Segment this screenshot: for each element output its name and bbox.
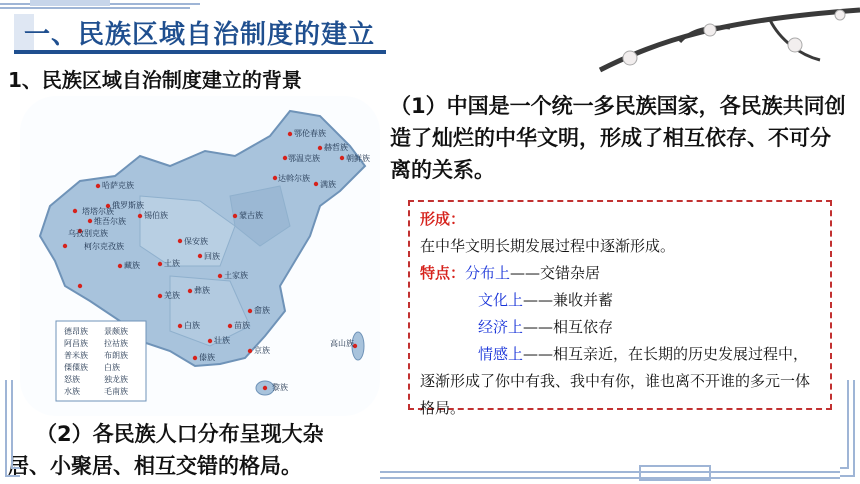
title-underline xyxy=(14,50,386,54)
feature-value: ——相互亲近，在长期的历史发展过程中，逐渐形成了你中有我、我中有你，谁也离不开谁的多元一体格局。 xyxy=(420,345,811,417)
paragraph-2-line-2: 居、小聚居、相互交错的格局。 xyxy=(8,454,302,478)
note-feature-2 xyxy=(420,287,820,314)
feature-value: ——交错杂居 xyxy=(510,264,601,282)
map-label: 保安族 xyxy=(184,237,208,246)
map-label: 朝鲜族 xyxy=(346,154,370,163)
features-label: 特点： xyxy=(420,264,466,282)
map-label: 回族 xyxy=(204,252,220,261)
map-label: 高山族 xyxy=(330,339,354,348)
paragraph-2-line-1: （2）各民族人口分布呈现大杂 xyxy=(36,422,324,446)
legend-item: 傈僳族 xyxy=(64,363,88,372)
map-label: 鄂温克族 xyxy=(288,154,320,163)
ethnic-map xyxy=(20,96,380,416)
feature-value: ——兼收并蓄 xyxy=(523,291,614,309)
map-label: 黎族 xyxy=(272,383,288,392)
map-label: 畲族 xyxy=(254,306,270,315)
map-label: 白族 xyxy=(184,321,200,330)
map-label: 柯尔克孜族 xyxy=(84,242,124,251)
left-border-decoration xyxy=(0,380,20,484)
map-label: 苗族 xyxy=(234,321,250,330)
page-title: 一、民族区域自治制度的建立 xyxy=(24,20,376,50)
legend-item: 水族 xyxy=(64,387,80,396)
feature-value: ——相互依存 xyxy=(523,318,614,336)
map-label: 京族 xyxy=(254,346,270,355)
bottom-border-decoration xyxy=(380,458,860,484)
note-box xyxy=(408,200,832,417)
map-label: 维吾尔族 xyxy=(94,217,126,226)
note-formation-label: 形成： xyxy=(420,210,466,228)
legend-item: 怒族 xyxy=(64,375,80,384)
legend-item: 独龙族 xyxy=(104,375,128,384)
map-label: 羌族 xyxy=(164,291,180,300)
legend-item: 阿昌族 xyxy=(64,339,88,348)
legend-item: 白族 xyxy=(104,363,120,372)
legend-item: 德昂族 xyxy=(64,327,88,336)
map-label: 鄂伦春族 xyxy=(294,129,326,138)
map-label: 塔塔尔族 xyxy=(82,207,114,216)
note-formation-text: 在中华文明长期发展过程中逐渐形成。 xyxy=(420,237,676,255)
map-label: 土族 xyxy=(164,259,180,268)
section-subtitle: 1、民族区域自治制度建立的背景 xyxy=(8,68,302,92)
legend-item: 布朗族 xyxy=(104,351,128,360)
map-label: 蒙古族 xyxy=(239,211,263,220)
note-feature-4 xyxy=(420,341,820,422)
feature-key: 经济上 xyxy=(478,318,524,336)
plum-branch-decoration xyxy=(560,0,860,90)
map-label: 傣族 xyxy=(199,353,215,362)
map-label: 满族 xyxy=(320,180,336,189)
map-label: 乌孜别克族 xyxy=(68,229,108,238)
note-feature-3 xyxy=(420,314,820,341)
legend-item: 普米族 xyxy=(64,351,88,360)
map-label: 哈萨克族 xyxy=(102,181,134,190)
feature-key: 情感上 xyxy=(478,345,524,363)
map-label: 达斡尔族 xyxy=(278,174,310,183)
legend-item: 拉祜族 xyxy=(104,339,128,348)
map-label: 俄罗斯族 xyxy=(112,201,144,210)
feature-key: 分布上 xyxy=(465,264,511,282)
map-label: 锡伯族 xyxy=(144,211,168,220)
note-feature-1 xyxy=(420,260,820,287)
legend-item: 景颇族 xyxy=(104,327,128,336)
map-label: 彝族 xyxy=(194,286,210,295)
paragraph-1: （1）中国是一个统一多民族国家，各民族共同创造了灿烂的中华文明，形成了相互依存、不可分离的关系。 xyxy=(390,94,846,182)
paragraph-2 xyxy=(8,418,408,482)
map-label: 壮族 xyxy=(214,336,230,345)
map-label: 藏族 xyxy=(124,261,140,270)
china-map-graphic xyxy=(20,96,380,416)
feature-key: 文化上 xyxy=(478,291,524,309)
map-label: 赫哲族 xyxy=(324,143,348,152)
legend-item: 毛南族 xyxy=(104,387,128,396)
map-label: 土家族 xyxy=(224,271,248,280)
